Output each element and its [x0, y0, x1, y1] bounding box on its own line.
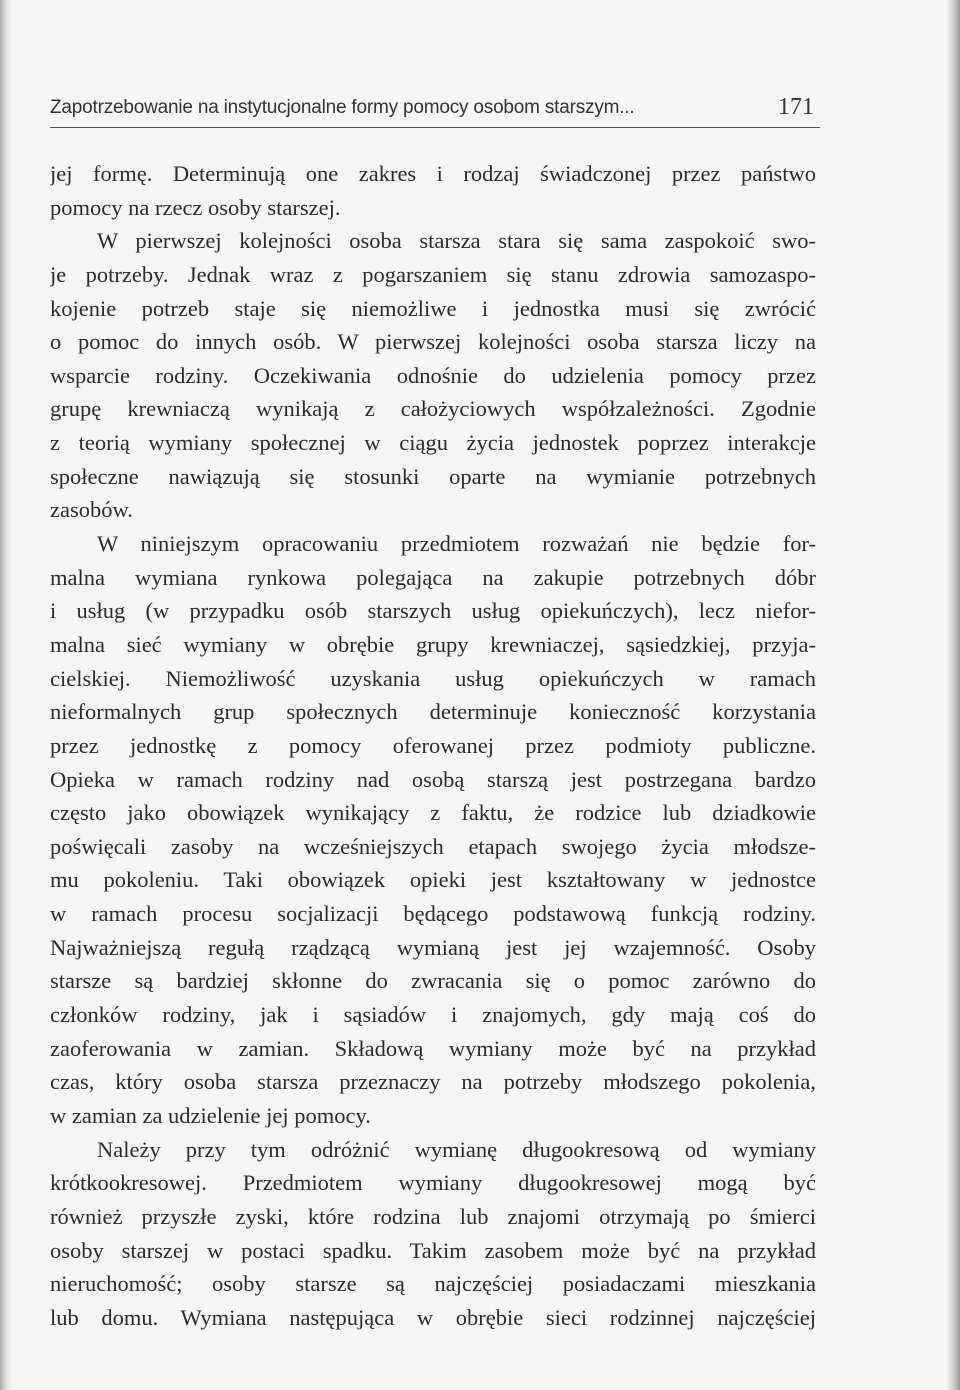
- page-edge-shadow: [946, 0, 960, 1390]
- running-title: Zapotrzebowanie na instytucjonalne formy pomocy osobom starszym...: [50, 97, 635, 118]
- text-line: przez jednostkę z pomocy oferowanej przez podmioty publiczne.: [50, 732, 816, 758]
- text-line: Opieka w ramach rodziny nad osobą starszą jest postrzegana bardzo: [50, 766, 816, 792]
- text-line: W pierwszej kolejności osoba starsza stara się sama zaspokoić swo-: [97, 228, 816, 254]
- text-line: W niniejszym opracowaniu przedmiotem rozważań nie będzie for-: [97, 531, 816, 557]
- text-line: malna wymiana rynkowa polegająca na zakupie potrzebnych dóbr: [50, 564, 816, 590]
- text-line: w ramach procesu socjalizacji będącego podstawową funkcją rodziny.: [50, 901, 816, 927]
- text-line: i usług (w przypadku osób starszych usług opiekuńczych), lecz niefor-: [50, 598, 816, 624]
- text-line: lub domu. Wymiana następująca w obrębie sieci rodzinnej najczęściej: [50, 1304, 816, 1330]
- text-line: pomocy na rzecz osoby starszej.: [50, 194, 341, 220]
- text-line: jej formę. Determinują one zakres i rodzaj świadczonej przez państwo: [50, 161, 816, 186]
- text-line: w zamian za udzielenie jej pomocy.: [50, 1102, 371, 1128]
- text-line: osoby starszej w postaci spadku. Takim zasobem może być na przykład: [50, 1237, 816, 1263]
- running-header: [50, 93, 820, 128]
- text-line: nieformalnych grup społecznych determinuje konieczność korzystania: [50, 699, 816, 725]
- text-line: wsparcie rodziny. Oczekiwania odnośnie do udzielenia pomocy przez: [50, 362, 816, 388]
- text-line: Najważniejszą regułą rządzącą wymianą jest jej wzajemność. Osoby: [50, 934, 816, 960]
- text-line: malna sieć wymiany w obrębie grupy krewniaczej, sąsiedzkiej, przyja-: [50, 631, 816, 657]
- text-line: często jako obowiązek wynikający z faktu, że rodzice lub dziadkowie: [50, 800, 816, 826]
- body-text: [50, 157, 816, 1334]
- text-line: mu pokoleniu. Taki obowiązek opieki jest kształtowany w jednostce: [50, 867, 816, 893]
- text-line: cielskiej. Niemożliwość uzyskania usług opiekuńczych w ramach: [50, 665, 816, 691]
- text-line: również przyszłe zyski, które rodzina lub znajomi otrzymają po śmierci: [50, 1203, 816, 1229]
- page-number: 171: [778, 94, 814, 120]
- text-line: z teorią wymiany społecznej w ciągu życia jednostek poprzez interakcje: [50, 430, 816, 456]
- text-line: kojenie potrzeb staje się niemożliwe i jednostka musi się zwrócić: [50, 295, 816, 321]
- text-line: Należy przy tym odróżnić wymianę długookresową od wymiany: [97, 1136, 816, 1162]
- text-line: poświęcali zasoby na wcześniejszych etapach swojego życia młodsze-: [50, 833, 816, 859]
- text-line: grupę krewniaczą wynikają z całożyciowych współzależności. Zgodnie: [50, 396, 816, 422]
- text-line: starsze są bardziej skłonne do zwracania się o pomoc zarówno do: [50, 968, 816, 994]
- page-gutter-shadow: [0, 0, 12, 1390]
- text-line: nieruchomość; osoby starsze są najczęściej posiadaczami mieszkania: [50, 1271, 816, 1297]
- text-line: zaoferowania w zamian. Składową wymiany może być na przykład: [50, 1035, 816, 1061]
- text-line: krótkookresowej. Przedmiotem wymiany długookresowej mogą być: [50, 1170, 816, 1196]
- text-line: członków rodziny, jak i sąsiadów i znajomych, gdy mają coś do: [50, 1002, 816, 1028]
- text-line: o pomoc do innych osób. W pierwszej kolejności osoba starsza liczy na: [50, 329, 816, 355]
- text-line: społeczne nawiązują się stosunki oparte na wymianie potrzebnych: [50, 463, 816, 489]
- text-line: zasobów.: [50, 497, 133, 523]
- text-line: je potrzeby. Jednak wraz z pogarszaniem się stanu zdrowia samozaspo-: [50, 261, 816, 287]
- text-line: czas, który osoba starsza przeznaczy na potrzeby młodszego pokolenia,: [50, 1069, 816, 1095]
